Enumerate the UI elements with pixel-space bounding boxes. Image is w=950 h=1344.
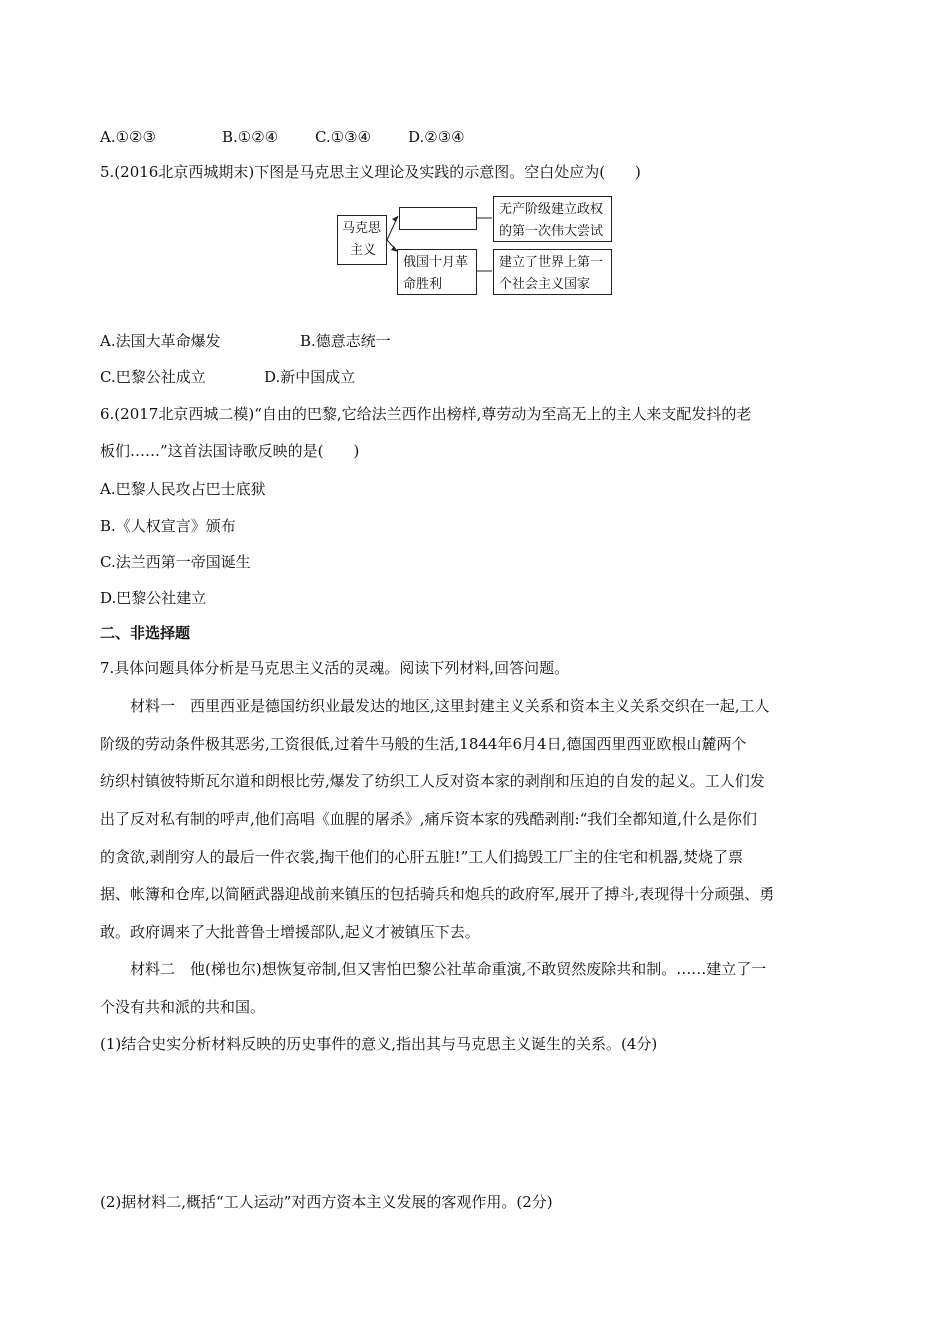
diagram-source-line2: 主义 xyxy=(350,243,377,258)
q4-option-a: A.①②③ xyxy=(100,128,156,146)
diagram-event2-line2: 命胜利 xyxy=(403,277,443,292)
material1-line: 的贪欲,剥削穷人的最后一件衣裳,掏干他们的心肝五脏!”工人们捣毁工厂主的住宅和机器,焚烧了票 xyxy=(100,848,744,866)
sub-question-2: (2)据材料二,概括“工人运动”对西方资本主义发展的客观作用。(2分) xyxy=(100,1193,553,1211)
q6-option-a: A.巴黎人民攻占巴士底狱 xyxy=(100,480,266,498)
material1-line: 材料一 西里西亚是德国纺织业最发达的地区,这里封建主义关系和资本主义关系交织在一起,工人 xyxy=(130,697,770,715)
material1-line: 敢。政府调来了大批普鲁士增援部队,起义才被镇压下去。 xyxy=(100,923,480,941)
diagram-source-line1: 马克思 xyxy=(342,221,382,236)
sub-question-1: (1)结合史实分析材料反映的历史事件的意义,指出其与马克思主义诞生的关系。(4分) xyxy=(100,1035,658,1053)
diagram-source-box xyxy=(337,215,387,265)
material2-line: 材料二 他(梯也尔)想恢复帝制,但又害怕巴黎公社革命重演,不敢贸然废除共和制。……建立了一 xyxy=(130,960,767,978)
diagram-desc2-line1: 建立了世界上第一 xyxy=(499,255,604,270)
q6-option-c: C.法兰西第一帝国诞生 xyxy=(100,553,251,571)
q5-stem: 5.(2016北京西城期末)下图是马克思主义理论及实践的示意图。空白处应为( ) xyxy=(100,163,641,181)
q4-option-c: C.①③④ xyxy=(315,128,372,146)
q5-option-d: D.新中国成立 xyxy=(264,368,356,386)
diagram-event2-line1: 俄国十月革 xyxy=(403,255,469,270)
q6-option-b: B.《人权宣言》颁布 xyxy=(100,517,236,535)
q6-stem-line2: 板们……”这首法国诗歌反映的是( ) xyxy=(100,442,360,460)
material1-line: 据、帐簿和仓库,以简陋武器迎战前来镇压的包括骑兵和炮兵的政府军,展开了搏斗,表现得十分顽强、勇 xyxy=(100,885,775,903)
q5-option-a: A.法国大革命爆发 xyxy=(100,332,221,350)
q6-option-d: D.巴黎公社建立 xyxy=(100,589,207,607)
diagram-desc1-box xyxy=(493,196,612,242)
section-heading: 二、非选择题 xyxy=(100,624,191,642)
diagram-blank-box xyxy=(399,207,477,230)
diagram-event2-box xyxy=(397,249,477,295)
q4-option-d: D.②③④ xyxy=(408,128,465,146)
diagram-desc1-line1: 无产阶级建立政权 xyxy=(499,202,604,217)
material1-line: 出了反对私有制的呼声,他们高唱《血腥的屠杀》,痛斥资本家的残酷剥削:“我们全都知道,什么是你们 xyxy=(100,810,758,828)
q6-stem-line1: 6.(2017北京西城二模)“自由的巴黎,它给法兰西作出榜样,尊劳动为至高无上的主人来支配发抖的老 xyxy=(100,405,752,423)
material1-line: 纺织村镇彼特斯瓦尔道和朗根比劳,爆发了纺织工人反对资本家的剥削和压迫的自发的起义。工人们发 xyxy=(100,772,765,790)
diagram-desc1-line2: 的第一次伟大尝试 xyxy=(499,224,604,239)
diagram-desc2-line2: 个社会主义国家 xyxy=(499,277,591,292)
material1-line: 阶级的劳动条件极其恶劣,工资很低,过着牛马般的生活,1844年6月4日,德国西里西亚欧根山麓两个 xyxy=(100,735,747,753)
q5-option-c: C.巴黎公社成立 xyxy=(100,368,206,386)
material2-line: 个没有共和派的共和国。 xyxy=(100,998,266,1016)
q5-option-b: B.德意志统一 xyxy=(300,332,391,350)
q7-stem: 7.具体问题具体分析是马克思主义活的灵魂。阅读下列材料,回答问题。 xyxy=(100,659,570,677)
diagram-desc2-box xyxy=(493,249,612,295)
q4-option-b: B.①②④ xyxy=(222,128,279,146)
